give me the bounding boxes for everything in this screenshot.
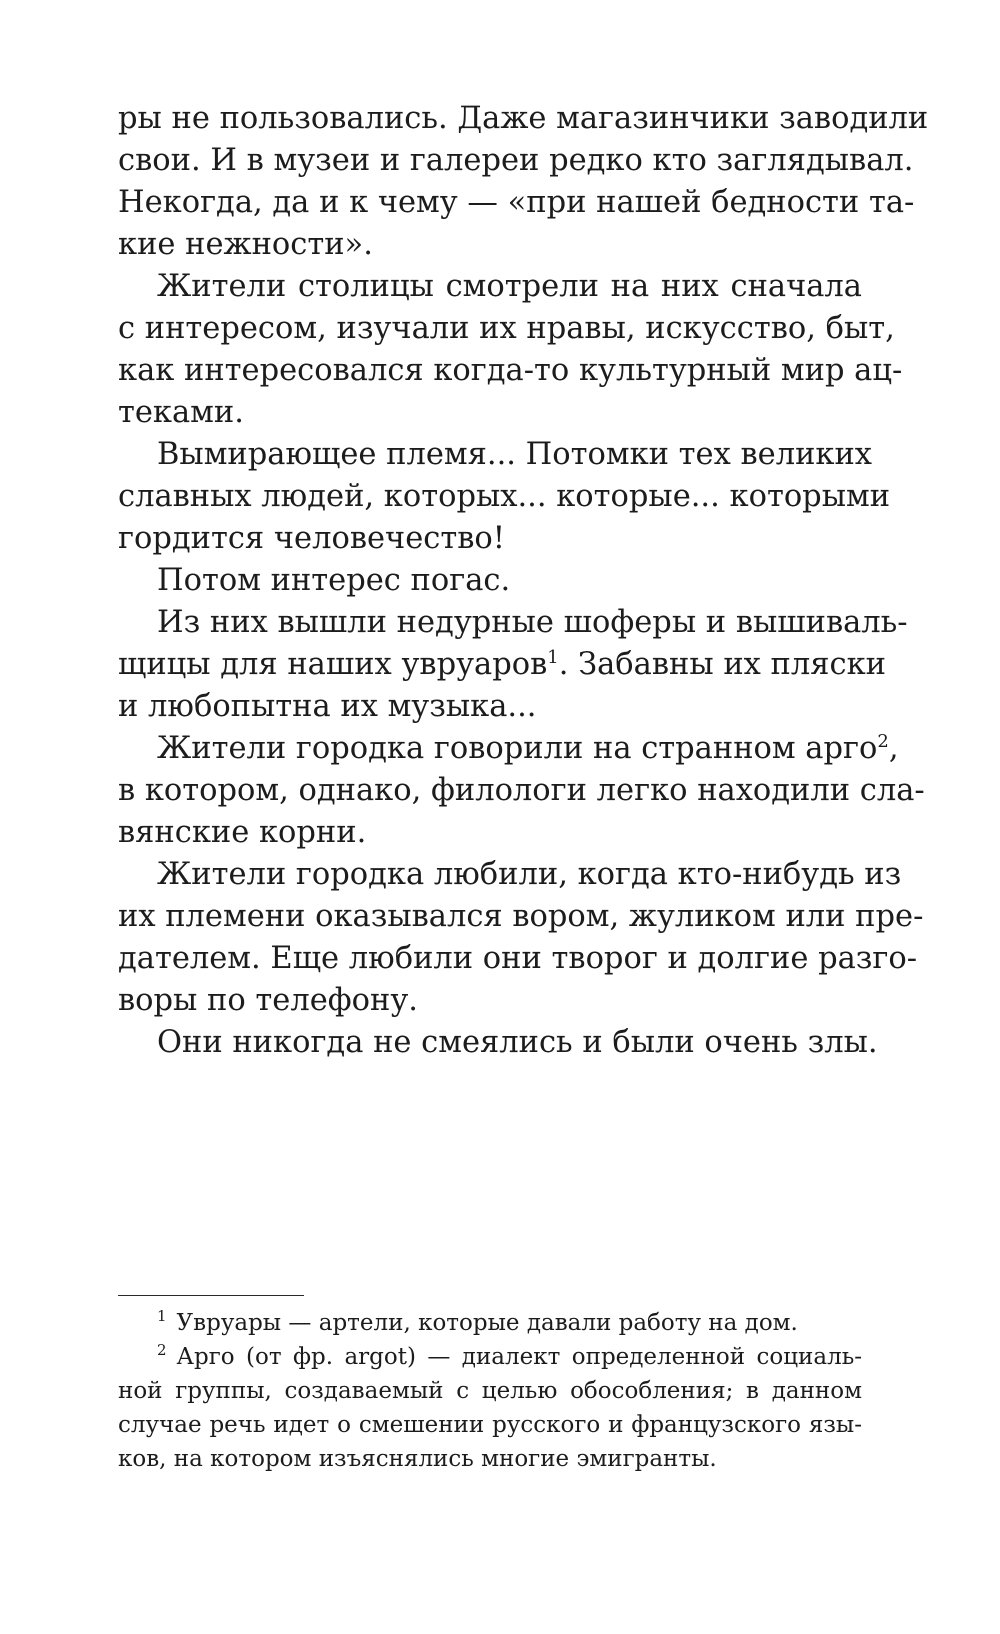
text-line: славных людей, которых... которые... которыми <box>118 479 891 514</box>
text-line: Некогда, да и к чему — «при нашей бедности та- <box>118 185 915 220</box>
text-fragment: , <box>888 731 899 766</box>
text-fragment: . Забавны их пляски <box>558 647 886 682</box>
text-line: как интересовался когда-то культурный мир ац- <box>118 353 903 388</box>
text-line: и любопытна их музыка... <box>118 689 537 724</box>
text-line: с интересом, изучали их нравы, искусство, быт, <box>118 311 895 346</box>
footnote-2 <box>157 1340 862 1374</box>
text-line: Жители столицы смотрели на них сначала <box>157 269 862 304</box>
footnote-line: ков, на котором изъяснялись многие эмигранты. <box>118 1446 717 1472</box>
text-line: гордится человечество! <box>118 521 505 556</box>
footnote-text: Арго (от фр. argot) — диалект определенной социаль- <box>176 1344 862 1370</box>
text-line: Вымирающее племя... Потомки тех великих <box>157 437 872 472</box>
text-line: воры по телефону. <box>118 983 418 1018</box>
text-fragment: щицы для наших увруаров <box>118 647 548 682</box>
text-line: кие нежности». <box>118 227 373 262</box>
footnote-1 <box>157 1306 862 1340</box>
text-fragment: Жители городка говорили на странном арго <box>157 731 878 766</box>
footnote-divider <box>118 1295 304 1296</box>
footnote-number: 1 <box>157 1307 167 1326</box>
text-line <box>118 644 886 686</box>
text-line: Из них вышли недурные шоферы и вышиваль- <box>157 605 908 640</box>
text-line: свои. И в музеи и галереи редко кто заглядывал. <box>118 143 914 178</box>
text-line: Жители городка любили, когда кто-нибудь из <box>157 857 902 892</box>
text-line: теками. <box>118 395 244 430</box>
footnote-line: ной группы, создаваемый с целью обособления; в данном <box>118 1378 862 1404</box>
text-line: их племени оказывался вором, жуликом или пре- <box>118 899 924 934</box>
text-line: ры не пользовались. Даже магазинчики заводили <box>118 101 929 136</box>
footnote-ref-1[interactable]: 1 <box>547 646 559 668</box>
text-line: Потом интерес погас. <box>157 563 511 598</box>
text-line: вянские корни. <box>118 815 367 850</box>
footnote-text: Увруары — артели, которые давали работу на дом. <box>176 1310 798 1336</box>
text-line <box>157 728 899 770</box>
footnote-number: 2 <box>157 1341 167 1360</box>
footnote-line: случае речь идет о смешении русского и французского язы- <box>118 1412 862 1438</box>
text-line: Они никогда не смеялись и были очень злы. <box>157 1025 878 1060</box>
text-line: дателем. Еще любили они творог и долгие разго- <box>118 941 918 976</box>
footnote-ref-2[interactable]: 2 <box>877 730 889 752</box>
text-line: в котором, однако, филологи легко находили сла- <box>118 773 925 808</box>
